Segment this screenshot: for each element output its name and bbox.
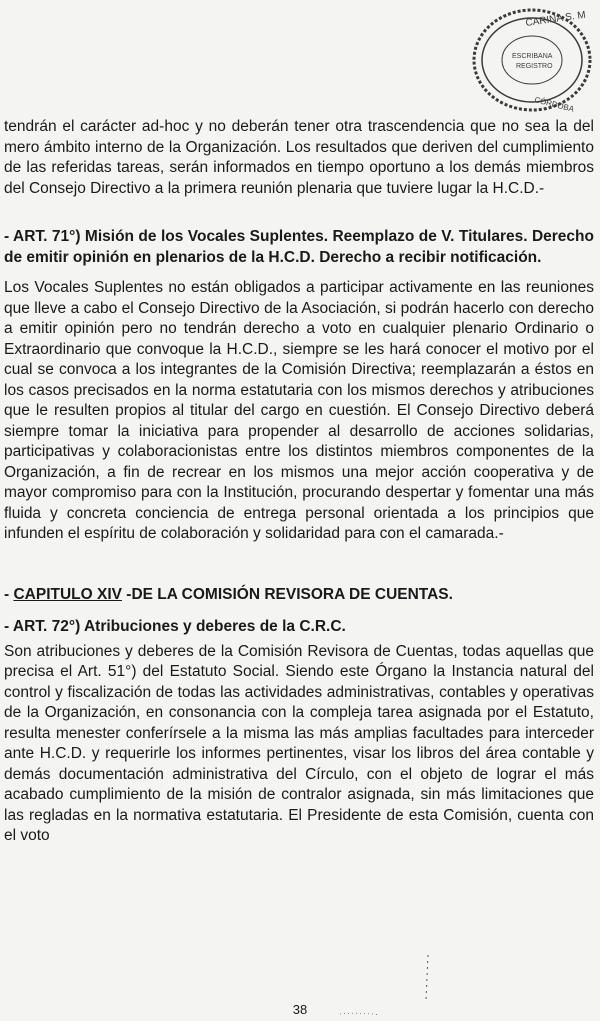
chapter-title: -DE LA COMISIÓN REVISORA DE CUENTAS.: [121, 585, 453, 603]
article-72-heading: - ART. 72°) Atribuciones y deberes de la C.R.C.: [4, 618, 346, 635]
article-71-body: Los Vocales Suplentes no están obligados a participar activamente en las reuniones que lleve a cabo el Consejo Directivo de la Asociación, si podrán hacerlo con derecho a emitir opinión pero no tendrán derecho a voto en cualquier plenario Ordinario o Extraordinario que convoque la H.C.D., siempre se les hará conocer el motivo por el cual se convoca a los integrantes de la Comisión Directiva; reemplazarán a éstos en los casos precisados en la norma estatutaria con los mismos derechos y atribuciones que le resulten propios al titular del cargo en cuestión. El Consejo Directivo deberá siempre tomar la iniciativa para propender al desarrollo de acciones solidarias, participativas y colaboracionistas entre los distintos miembros componentes de la Organización, a fin de recrear en los mismos una mejor acción cooperativa y de mayor compromiso para con la Institución, procurando despertar y fomentar una más fluida y concreta conciencia de entrega personal orientada a los principios que infunden el espíritu de colaboración y solidaridad para con el camarada.-: [4, 279, 594, 542]
document-body: [4, 117, 594, 847]
chapter-label: CAPITULO XIV: [13, 585, 122, 603]
stamp-bottom-text: CÓRDOBA: [533, 95, 575, 114]
notary-stamp: [468, 4, 594, 118]
paragraph-continuation: tendrán el carácter ad-hoc y no deberán tener otra trascendencia que no sea la del mero ámbito interno de la Organización. Los resultados que deriven del cumplimiento de las referidas tareas, serán informados en tiempo oportuno a los demás miembros del Consejo Directivo a la primera reunión plenaria que tuviere lugar la H.C.D.-: [4, 118, 594, 197]
article-72-body: Son atribuciones y deberes de la Comisión Revisora de Cuentas, todas aquellas que precisa el Art. 51°) del Estatuto Social. Siendo este Órgano la Instancia natural del control y fiscalización de todas las actividades administrativas, contables y operativas de la Organización, en consonancia con la compleja tarea asignada por el Estatuto, resulta menester conferírsele a la misma las más amplias facultades para interceder ante H.C.D. y requerirle los informes pertinentes, visar los libros del área contable y demás documentación administrativa del Círculo, con el objeto de lograr el más acabado cumplimiento de la misión de contralor asignada, sin más limitaciones que las regladas en la normativa estatutaria. El Presidente de esta Comisión, cuenta con el voto: [4, 642, 594, 844]
stamp-line-1: ESCRIBANA: [512, 53, 553, 60]
stamp-top-text: CARINA S. M: [524, 9, 587, 29]
chapter-prefix: -: [4, 585, 14, 603]
article-71-heading: - ART. 71°) Misión de los Vocales Suplentes. Reemplazo de V. Titulares. Derecho de emitir opinión en plenarios de la H.C.D. Derecho a recibir notificación.: [4, 228, 594, 266]
stamp-line-2: REGISTRO: [516, 63, 553, 70]
page-number: 38: [292, 1002, 308, 1017]
chapter-heading: [4, 585, 594, 606]
